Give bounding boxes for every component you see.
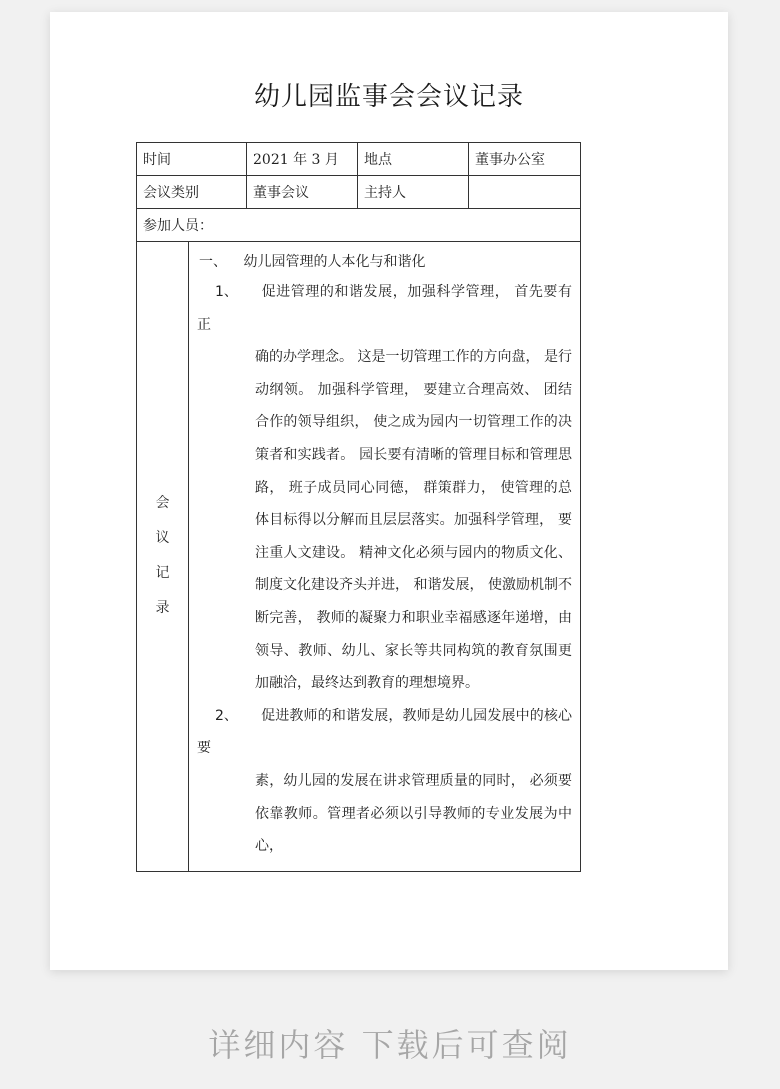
meeting-type-value: 董事会议 bbox=[247, 176, 358, 209]
table-row-record bbox=[137, 242, 581, 872]
time-value: 2021 年 3 月 bbox=[247, 143, 358, 176]
document-title: 幼儿园监事会会议记录 bbox=[253, 82, 524, 112]
record-label-char: 议 bbox=[155, 530, 170, 547]
meeting-type-label: 会议类别 bbox=[137, 176, 247, 209]
section-number: 一、 bbox=[199, 254, 227, 270]
place-value: 董事办公室 bbox=[469, 143, 581, 176]
download-prompt[interactable]: 详细内容 下载后可查阅 bbox=[208, 1026, 572, 1064]
record-item bbox=[197, 700, 572, 863]
record-item-first-line bbox=[197, 700, 572, 765]
item-body-text: 确的办学理念。 这是一切管理工作的方向盘， 是行动纲领。 加强科学管理， 要建立合理高效、 团结合作的领导组织， 使之成为园内一切管理工作的决策者和实践者。 园长要有清晰的管理目标和管理思路， 班子成员同心同德， 群策群力， 使管理的总体目标得以分解而且层层落实。加强科学管理， 要注重人文建设。 精神文化必须与园内的物质文化、制度文化建设齐头并进， 和谐发展， 使激励机制不断完善， 教师的凝聚力和职业幸福感逐年递增，由领导、教师、幼儿、家长等共同构筑的教育氛围更加融洽，最终达到教育的理想境界。 bbox=[255, 349, 572, 692]
record-label-char: 记 bbox=[155, 565, 170, 582]
document-page bbox=[50, 12, 728, 970]
section-heading bbox=[199, 248, 572, 276]
table-row-type-host bbox=[137, 176, 581, 209]
record-item-first-line bbox=[197, 276, 572, 341]
table-row-attendees bbox=[137, 209, 581, 242]
item-body-text: 素，幼儿园的发展在讲求管理质量的同时， 必须要依靠教师。管理者必须以引导教师的专业发展为中心， bbox=[255, 772, 572, 855]
host-value bbox=[469, 176, 581, 209]
place-label: 地点 bbox=[358, 143, 469, 176]
record-label-char: 录 bbox=[155, 600, 170, 617]
section-title: 幼儿园管理的人本化与和谐化 bbox=[243, 254, 426, 270]
record-label bbox=[137, 242, 189, 872]
table-row-time-place bbox=[137, 143, 581, 176]
record-label-char: 会 bbox=[155, 495, 170, 512]
record-content bbox=[189, 242, 581, 872]
time-label: 时间 bbox=[137, 143, 247, 176]
attendees-label: 参加人员： bbox=[137, 209, 581, 242]
meeting-record-table bbox=[136, 142, 581, 872]
item-number: 1、 bbox=[215, 284, 238, 300]
item-first-text: 促进教师的和谐发展，教师是幼儿园发展中的核心要 bbox=[197, 707, 572, 757]
record-item bbox=[197, 276, 572, 700]
item-first-text: 促进管理的和谐发展，加强科学管理， 首先要有正 bbox=[197, 284, 572, 333]
item-number: 2、 bbox=[215, 707, 238, 724]
host-label: 主持人 bbox=[358, 176, 469, 209]
